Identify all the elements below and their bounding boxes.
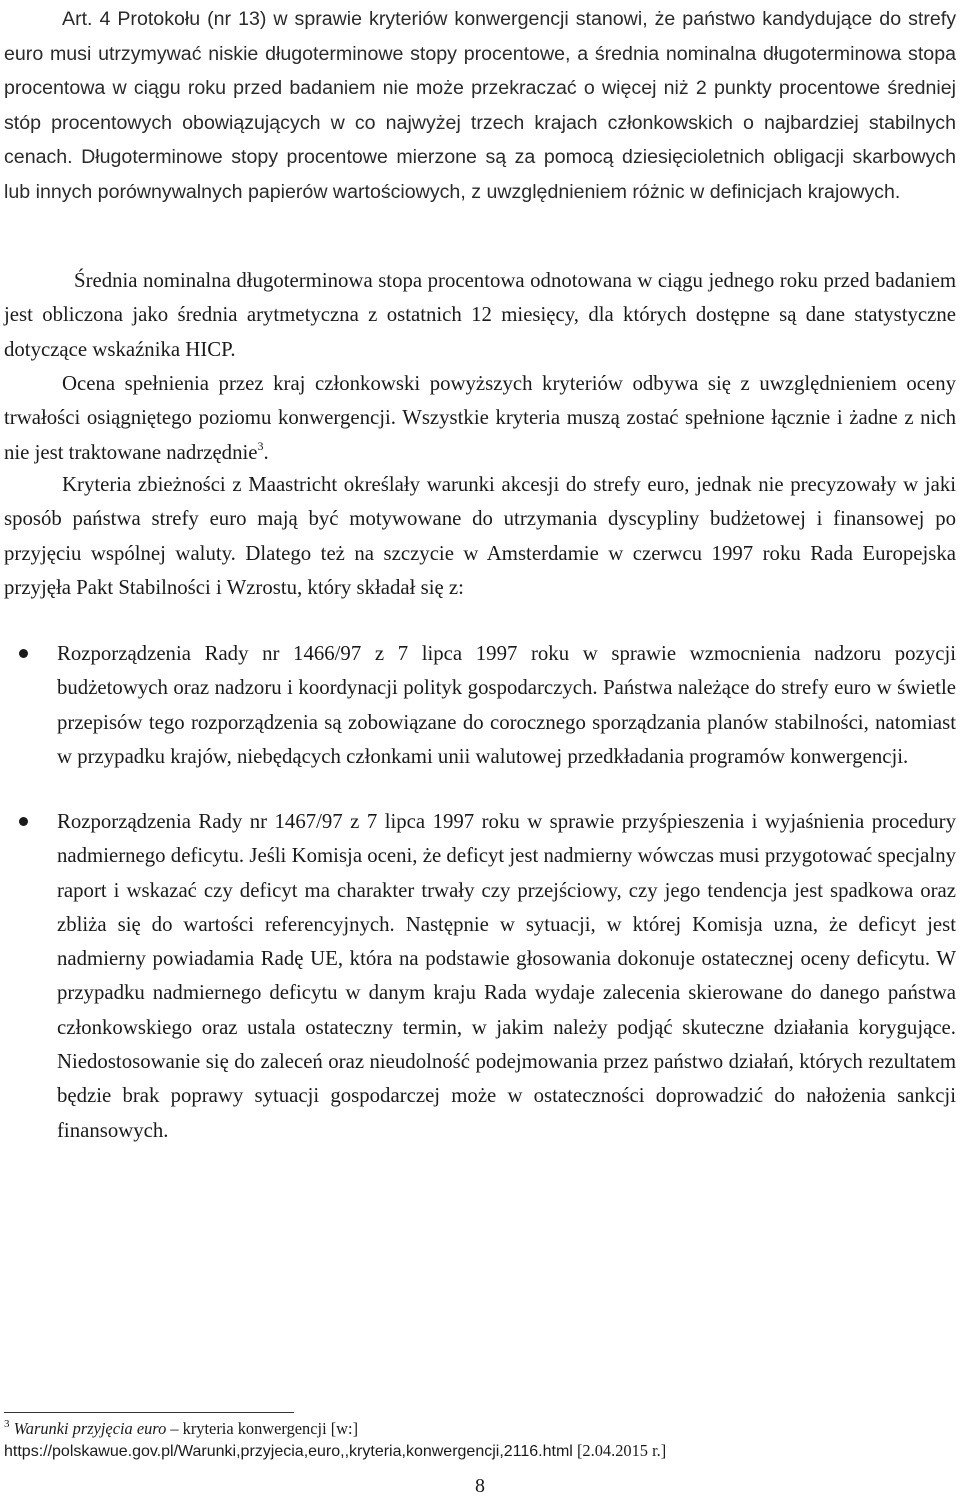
- paragraph-ocena-end: .: [263, 440, 269, 464]
- footnote-number: 3: [4, 1418, 10, 1430]
- footnote-date: [2.04.2015 r.]: [572, 1441, 667, 1460]
- bullet-icon: [19, 817, 28, 826]
- bullet-item-1466-97: Rozporządzenia Rady nr 1466/97 z 7 lipca 1997 roku w sprawie wzmocnienia nadzoru pozycji budżetowych oraz nadzoru i koordynacji polityk gospodarczych. Państwa należące do strefy euro w świetle przepisów tego rozporządzenia są zobowiązane do corocznego sporządzania planów stabilności, natomiast w przypadku krajów, niebędących członkami unii walutowej przedkładania programów konwergencji.: [57, 642, 956, 768]
- footnote-title-rest: – kryteria konwergencji [w:]: [166, 1419, 359, 1438]
- footnote-reference: 3: [257, 438, 264, 453]
- footnote-url[interactable]: https://polskawue.gov.pl/Warunki,przyjecia,euro,,kryteria,konwergencji,2116.html: [4, 1443, 573, 1460]
- paragraph-art4: Art. 4 Protokołu (nr 13) w sprawie kryteriów konwergencji stanowi, że państwo kandydujące do strefy euro musi utrzymywać niskie długoterminowe stopy procentowe, a średnia nominalna długoterminowa stopa procentowa w ciągu roku przed badaniem nie może przekraczać o więcej niż 2 punkty procentowe średniej stóp procentowych obowiązujących w co najwyżej trzech krajach członkowskich o najbardziej stabilnych cenach. Długoterminowe stopy procentowe mierzone są za pomocą dziesięcioletnich obligacji skarbowych lub innych porównywalnych papierów wartościowych, z uwzględnieniem różnic w definicjach krajowych.: [4, 8, 956, 203]
- paragraph-kryteria: Kryteria zbieżności z Maastricht określały warunki akcesji do strefy euro, jednak nie precyzowały w jaki sposób państwa strefy euro mają być motywowane do utrzymania dyscypliny budżetowej i finansowej po przyjęciu wspólnej waluty. Dlatego też na szczycie w Amsterdamie w czerwcu 1997 roku Rada Europejska przyjęła Pakt Stabilności i Wzrostu, który składał się z:: [4, 473, 956, 599]
- bullet-item-1467-97: Rozporządzenia Rady nr 1467/97 z 7 lipca 1997 roku w sprawie przyśpieszenia i wyjaśnienia procedury nadmiernego deficytu. Jeśli Komisja oceni, że deficyt jest nadmierny wówczas musi przygotować specjalny raport i wskazać czy deficyt ma charakter trwały czy przejściowy, czy jego tendencja jest spadkowa oraz zbliża się do wartości referencyjnych. Następnie w sytuacji, w której Komisja uzna, że deficyt jest nadmierny powiadamia Radę UE, która na podstawie głosowania dokonuje ostatecznej oceny deficytu. W przypadku nadmiernego deficytu w danym kraju Rada wydaje zalecenia skierowane do danego państwa członkowskiego oraz ustala ostateczny termin, w jakim należy podjąć skuteczne działania korygujące. Niedostosowanie się do zaleceń oraz nieudolność podejmowania przez państwo działań, których rezultatem będzie brak poprawy sytuacji gospodarczej może w ostateczności doprowadzić do nałożenia sankcji finansowych.: [57, 810, 956, 1142]
- paragraph-ocena-text: Ocena spełnienia przez kraj członkowski powyższych kryteriów odbywa się z uwzględnieniem oceny trwałości osiągniętego poziomu konwergencji. Wszystkie kryteria muszą zostać spełnione łącznie i żadne z nich nie jest traktowane nadrzędnie: [4, 372, 956, 464]
- footnote-divider: [4, 1412, 294, 1413]
- footnote-title: Warunki przyjęcia euro: [13, 1419, 167, 1438]
- paragraph-ocena: [4, 367, 956, 470]
- page-number: 8: [475, 1475, 485, 1497]
- footnote: [4, 1418, 954, 1463]
- paragraph-srednia: Średnia nominalna długoterminowa stopa procentowa odnotowana w ciągu jednego roku przed badaniem jest obliczona jako średnia arytmetyczna z ostatnich 12 miesięcy, dla których dostępne są dane statystyczne dotyczące wskaźnika HICP.: [4, 269, 956, 361]
- bullet-icon: [19, 649, 28, 658]
